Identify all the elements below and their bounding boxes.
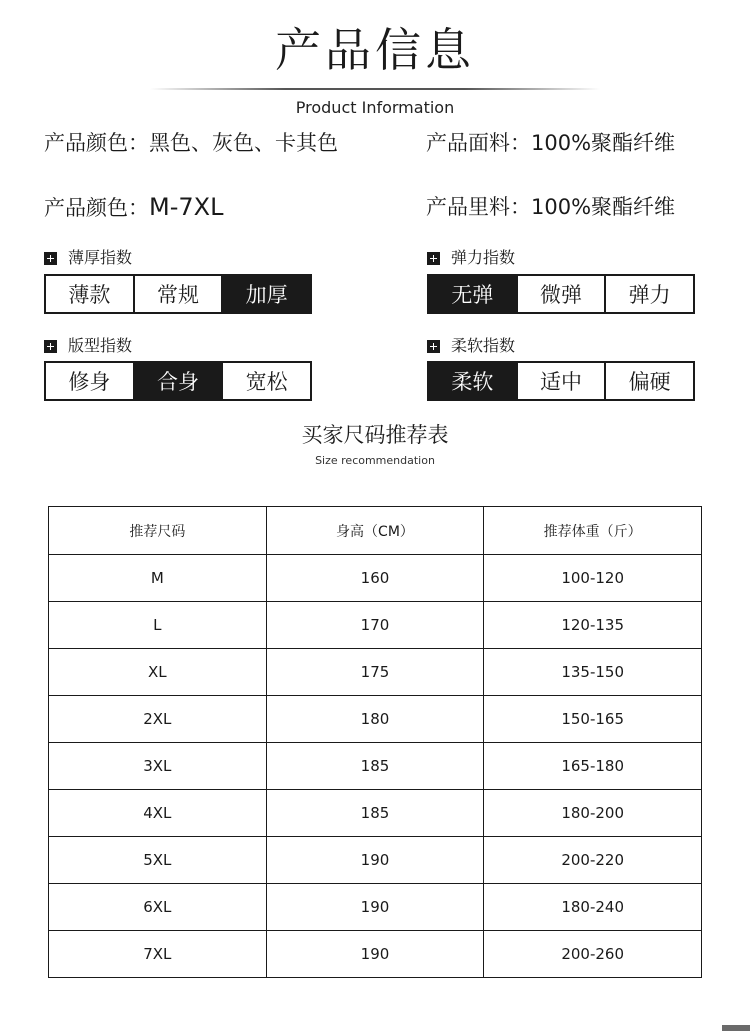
elasticity-index-label: 弹力指数 <box>451 248 516 267</box>
softness-index-heading <box>427 336 515 356</box>
thickness-option-regular: 常规 <box>135 276 224 312</box>
softness-option-stiff: 偏硬 <box>628 370 671 394</box>
size-chart-title: 买家尺码推荐表 <box>301 423 449 447</box>
weight-cell: 180-240 <box>484 884 702 931</box>
size-cell: L <box>49 602 267 649</box>
plus-square-icon <box>427 340 440 353</box>
product-color-value: 黑色、灰色、卡其色 <box>149 131 338 155</box>
table-row <box>49 696 702 743</box>
fit-option-regular: 合身 <box>135 363 224 399</box>
plus-square-icon <box>427 252 440 265</box>
table-row <box>49 931 702 978</box>
height-cell: 190 <box>266 884 484 931</box>
thickness-option-thick: 加厚 <box>223 276 310 312</box>
table-row <box>49 649 702 696</box>
height-cell: 180 <box>266 696 484 743</box>
table-row <box>49 884 702 931</box>
weight-cell: 135-150 <box>484 649 702 696</box>
size-chart-subtitle: Size recommendation <box>315 454 435 465</box>
size-cell: M <box>49 555 267 602</box>
thickness-index-heading <box>44 248 132 268</box>
thickness-option-thin: 薄款 <box>46 276 135 312</box>
thickness-index-selector <box>44 274 312 314</box>
product-fabric-row <box>426 128 675 158</box>
elasticity-option-stretch: 弹力 <box>628 283 671 307</box>
product-fabric-label: 产品面料： <box>426 131 531 155</box>
table-row <box>49 837 702 884</box>
product-color-label: 产品颜色： <box>44 131 149 155</box>
size-cell: 5XL <box>49 837 267 884</box>
height-cell: 185 <box>266 790 484 837</box>
height-cell: 190 <box>266 837 484 884</box>
product-size-label: 产品颜色： <box>44 196 149 220</box>
thickness-index-label: 薄厚指数 <box>68 248 133 267</box>
softness-index-selector <box>427 361 695 401</box>
header-recommended-size: 推荐尺码 <box>49 507 267 555</box>
weight-cell: 150-165 <box>484 696 702 743</box>
softness-option-soft: 柔软 <box>429 363 518 399</box>
elasticity-option-none: 无弹 <box>429 276 518 312</box>
elasticity-option-slight: 微弹 <box>518 276 607 312</box>
plus-square-icon <box>44 252 57 265</box>
header-weight: 推荐体重（斤） <box>484 507 702 555</box>
fit-index-heading <box>44 336 132 356</box>
product-lining-row <box>426 192 675 222</box>
table-row <box>49 555 702 602</box>
softness-option-medium: 适中 <box>518 363 607 399</box>
softness-index-label: 柔软指数 <box>451 336 516 355</box>
size-cell: XL <box>49 649 267 696</box>
product-size-value: M-7XL <box>149 193 224 221</box>
size-cell: 3XL <box>49 743 267 790</box>
product-fabric-value: 100%聚酯纤维 <box>531 131 676 155</box>
height-cell: 175 <box>266 649 484 696</box>
size-cell: 4XL <box>49 790 267 837</box>
plus-square-icon <box>44 340 57 353</box>
height-cell: 185 <box>266 743 484 790</box>
size-cell: 7XL <box>49 931 267 978</box>
elasticity-index-heading <box>427 248 515 268</box>
product-size-row <box>44 192 223 223</box>
table-row <box>49 602 702 649</box>
size-cell: 2XL <box>49 696 267 743</box>
height-cell: 170 <box>266 602 484 649</box>
fit-option-slim: 修身 <box>46 363 135 399</box>
page-subtitle: Product Information <box>295 98 455 117</box>
product-lining-value: 100%聚酯纤维 <box>531 195 676 219</box>
header-height: 身高（CM） <box>266 507 484 555</box>
weight-cell: 200-220 <box>484 837 702 884</box>
corner-tab <box>722 1025 750 1031</box>
table-header-row <box>49 507 702 555</box>
weight-cell: 165-180 <box>484 743 702 790</box>
size-table <box>48 506 702 978</box>
table-row <box>49 743 702 790</box>
weight-cell: 180-200 <box>484 790 702 837</box>
title-divider <box>150 88 600 90</box>
height-cell: 190 <box>266 931 484 978</box>
elasticity-index-selector <box>427 274 695 314</box>
weight-cell: 200-260 <box>484 931 702 978</box>
fit-option-loose: 宽松 <box>245 370 288 394</box>
fit-index-selector <box>44 361 312 401</box>
height-cell: 160 <box>266 555 484 602</box>
page-title: 产品信息 <box>275 23 475 77</box>
table-row <box>49 790 702 837</box>
fit-index-label: 版型指数 <box>68 336 133 355</box>
product-lining-label: 产品里料： <box>426 195 531 219</box>
weight-cell: 100-120 <box>484 555 702 602</box>
product-color-row <box>44 128 338 158</box>
weight-cell: 120-135 <box>484 602 702 649</box>
size-cell: 6XL <box>49 884 267 931</box>
